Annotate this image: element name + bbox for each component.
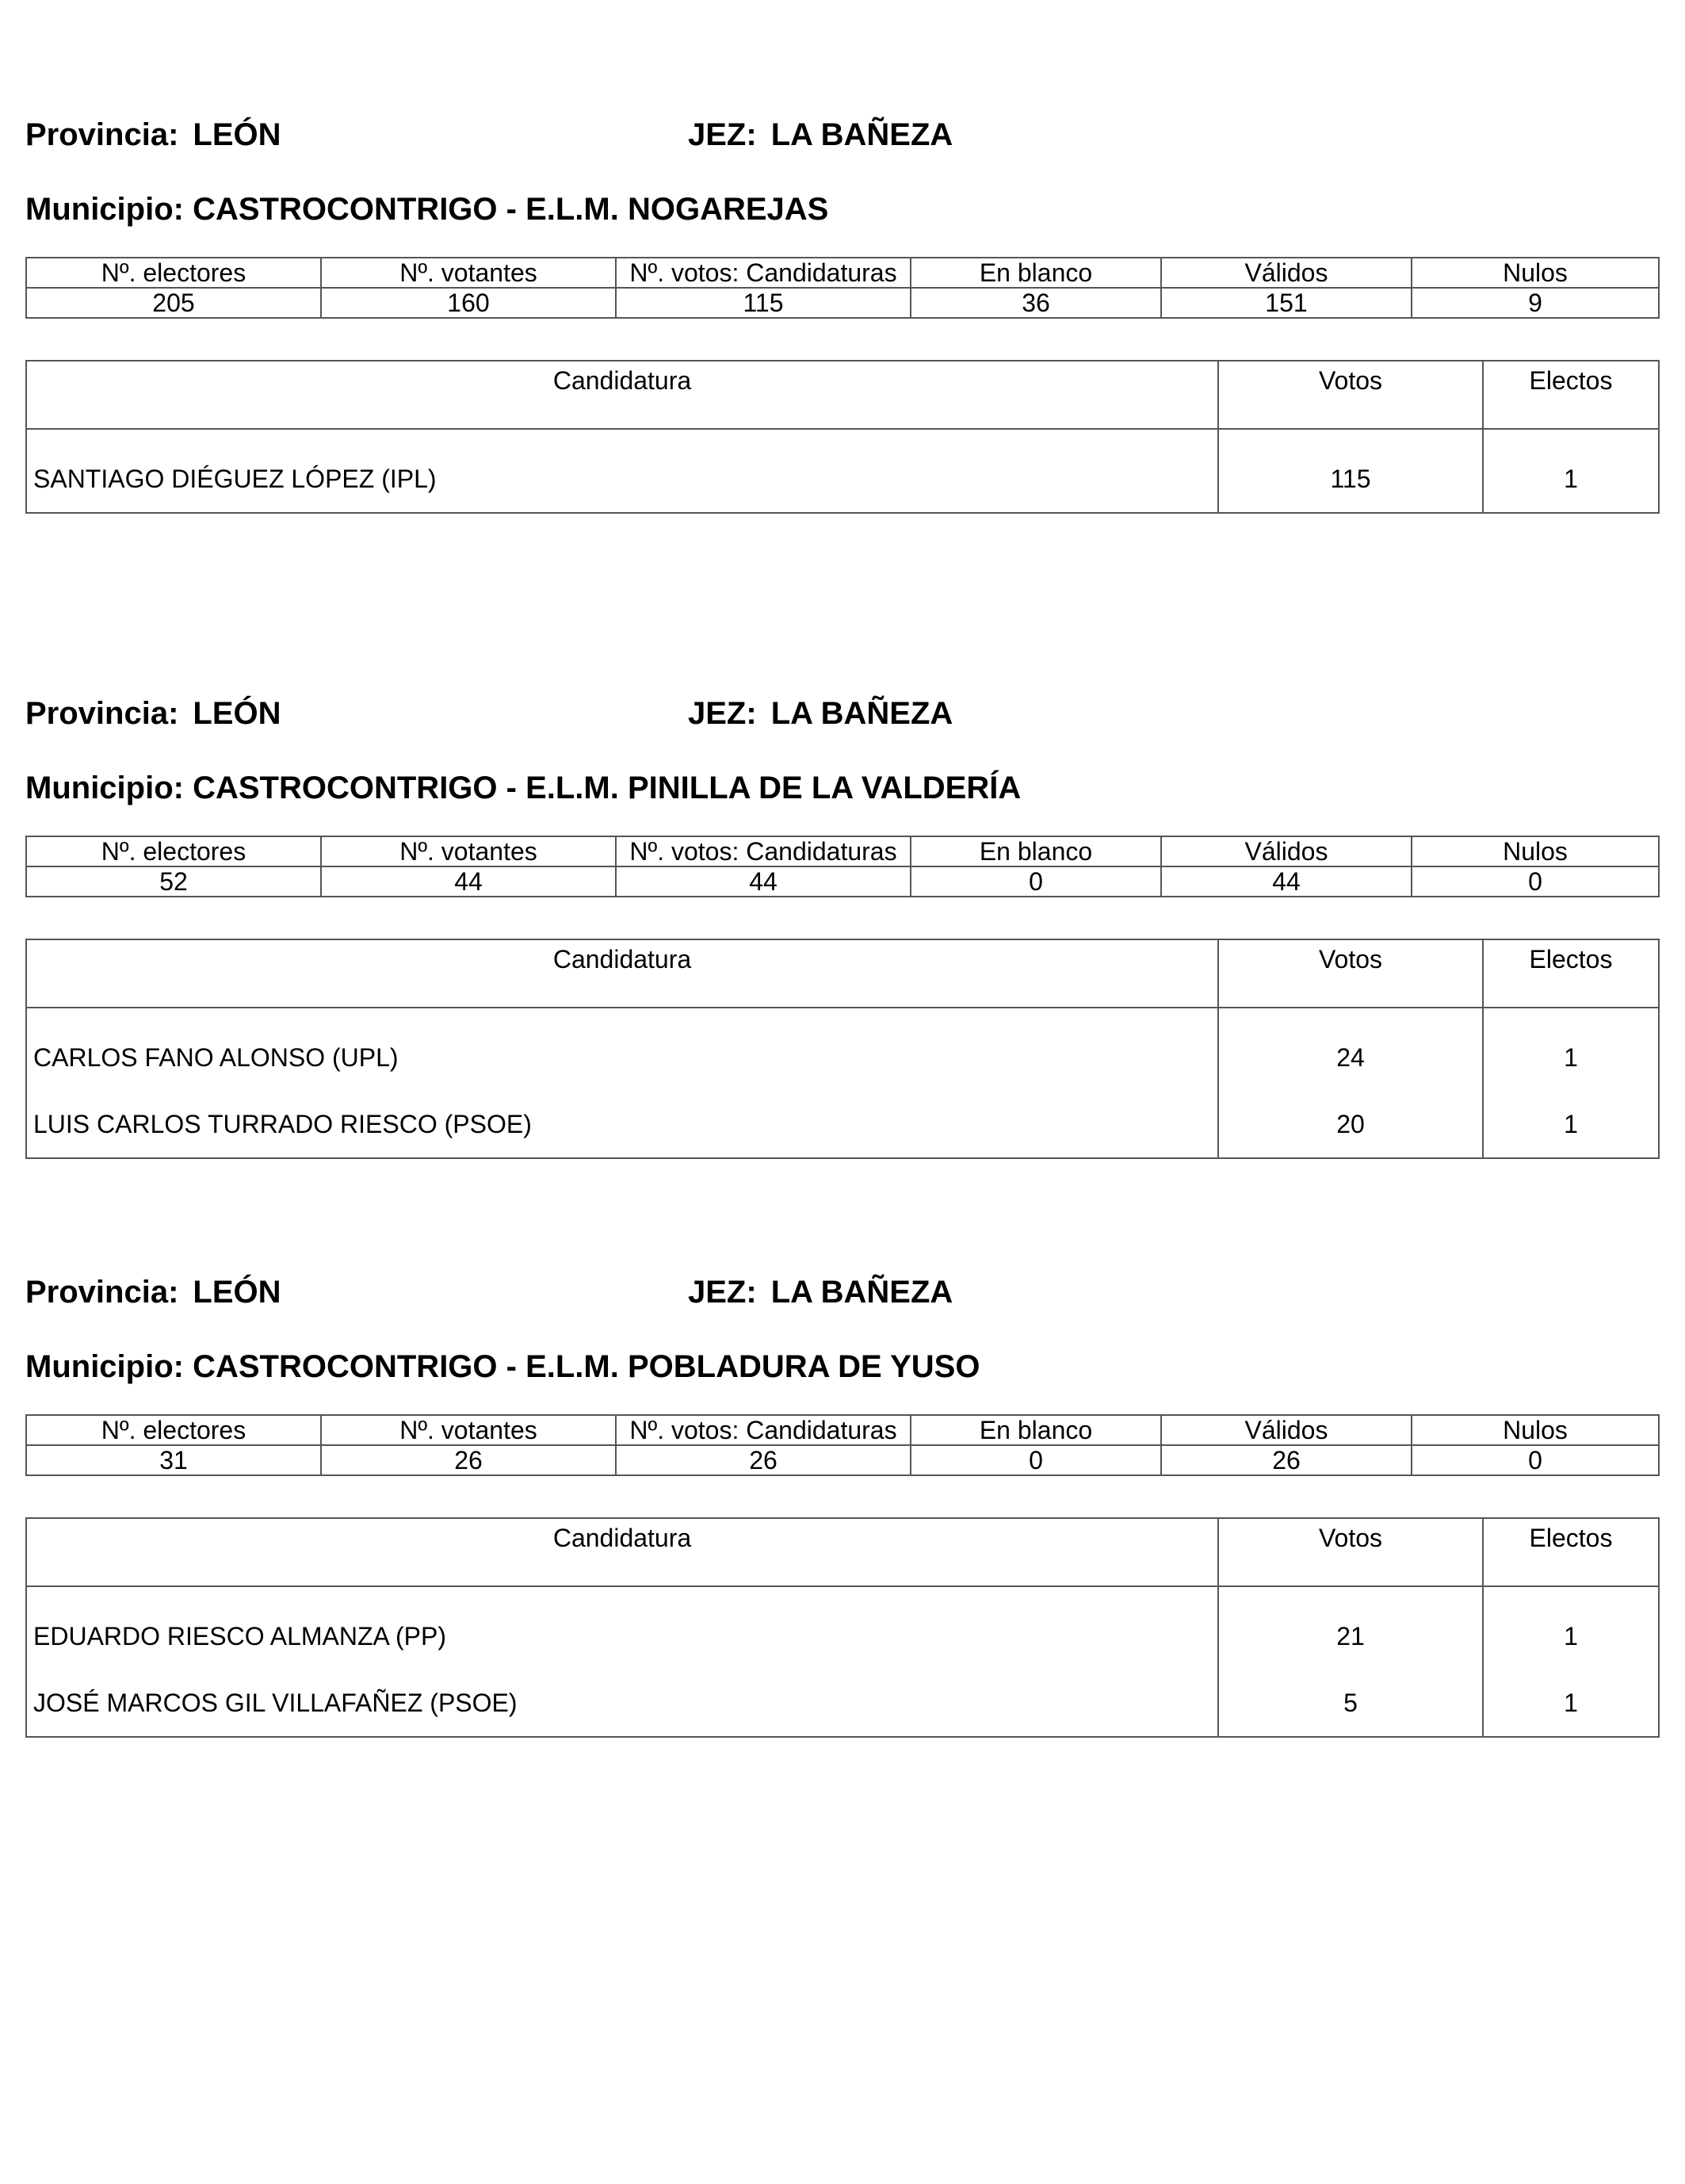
stats-header-en-blanco: En blanco — [911, 258, 1161, 288]
stats-value-votantes: 26 — [321, 1445, 616, 1475]
jez-label: JEZ: — [688, 117, 757, 152]
stats-header-validos: Válidos — [1161, 1415, 1412, 1445]
stats-value-row — [26, 1445, 1659, 1475]
candidates-header-row — [26, 361, 1659, 429]
candidate-name: LUIS CARLOS TURRADO RIESCO (PSOE) — [26, 1091, 1218, 1158]
candidate-votos: 24 — [1218, 1008, 1483, 1091]
stats-value-en-blanco: 0 — [911, 1445, 1161, 1475]
stats-value-votantes: 44 — [321, 866, 616, 897]
stats-header-validos: Válidos — [1161, 258, 1412, 288]
provincia-label: Provincia: — [25, 117, 179, 152]
stats-value-en-blanco: 36 — [911, 288, 1161, 318]
stats-header-votantes: Nº. votantes — [321, 258, 616, 288]
stats-header-candidaturas: Nº. votos: Candidaturas — [616, 1415, 911, 1445]
stats-header-candidaturas: Nº. votos: Candidaturas — [616, 836, 911, 866]
stats-header-nulos: Nulos — [1412, 1415, 1659, 1445]
candidate-votos: 115 — [1218, 429, 1483, 513]
provincia-value: LEÓN — [193, 117, 281, 152]
provincia-heading — [25, 1273, 281, 1311]
provincia-value: LEÓN — [193, 696, 281, 731]
municipio-heading — [25, 769, 1021, 807]
candidate-row — [26, 1008, 1659, 1091]
candidate-electos: 1 — [1483, 1091, 1659, 1158]
votos-header: Votos — [1218, 361, 1483, 429]
stats-header-electores: Nº. electores — [26, 1415, 321, 1445]
stats-value-row — [26, 288, 1659, 318]
stats-header-row — [26, 258, 1659, 288]
stats-header-votantes: Nº. votantes — [321, 836, 616, 866]
candidates-table — [25, 1517, 1660, 1738]
candidate-name: EDUARDO RIESCO ALMANZA (PP) — [26, 1586, 1218, 1670]
jez-value: LA BAÑEZA — [770, 1275, 953, 1310]
municipio-label: Municipio: — [25, 1349, 184, 1384]
candidates-header-row — [26, 1518, 1659, 1586]
provincia-label: Provincia: — [25, 696, 179, 731]
stats-value-nulos: 9 — [1412, 288, 1659, 318]
candidate-row — [26, 1670, 1659, 1737]
stats-header-validos: Válidos — [1161, 836, 1412, 866]
candidate-name: CARLOS FANO ALONSO (UPL) — [26, 1008, 1218, 1091]
stats-value-validos: 151 — [1161, 288, 1412, 318]
municipio-label: Municipio: — [25, 192, 184, 227]
stats-value-electores: 52 — [26, 866, 321, 897]
electos-header: Electos — [1483, 939, 1659, 1008]
electos-header: Electos — [1483, 1518, 1659, 1586]
candidate-name: SANTIAGO DIÉGUEZ LÓPEZ (IPL) — [26, 429, 1218, 513]
municipio-heading — [25, 1348, 980, 1386]
stats-table — [25, 257, 1660, 319]
stats-header-en-blanco: En blanco — [911, 836, 1161, 866]
provincia-label: Provincia: — [25, 1275, 179, 1310]
candidate-votos: 20 — [1218, 1091, 1483, 1158]
stats-value-candidaturas: 44 — [616, 866, 911, 897]
stats-header-nulos: Nulos — [1412, 258, 1659, 288]
stats-value-votantes: 160 — [321, 288, 616, 318]
jez-value: LA BAÑEZA — [770, 696, 953, 731]
jez-value: LA BAÑEZA — [770, 117, 953, 152]
jez-label: JEZ: — [688, 696, 757, 731]
jez-heading — [688, 1273, 953, 1311]
stats-value-electores: 205 — [26, 288, 321, 318]
candidate-electos: 1 — [1483, 429, 1659, 513]
candidate-votos: 21 — [1218, 1586, 1483, 1670]
stats-value-nulos: 0 — [1412, 866, 1659, 897]
municipio-value: CASTROCONTRIGO - E.L.M. PINILLA DE LA VALDERÍA — [193, 771, 1022, 805]
candidates-table — [25, 939, 1660, 1159]
candidate-row — [26, 1586, 1659, 1670]
stats-value-nulos: 0 — [1412, 1445, 1659, 1475]
votos-header: Votos — [1218, 939, 1483, 1008]
stats-header-candidaturas: Nº. votos: Candidaturas — [616, 258, 911, 288]
candidate-electos: 1 — [1483, 1008, 1659, 1091]
candidate-row — [26, 429, 1659, 513]
candidatura-header: Candidatura — [26, 361, 1218, 429]
stats-value-candidaturas: 26 — [616, 1445, 911, 1475]
municipio-label: Municipio: — [25, 771, 184, 805]
municipio-heading — [25, 190, 828, 228]
votos-header: Votos — [1218, 1518, 1483, 1586]
stats-header-electores: Nº. electores — [26, 836, 321, 866]
candidates-header-row — [26, 939, 1659, 1008]
municipio-value: CASTROCONTRIGO - E.L.M. NOGAREJAS — [193, 192, 829, 227]
provincia-heading — [25, 694, 281, 732]
candidates-table — [25, 360, 1660, 514]
provincia-value: LEÓN — [193, 1275, 281, 1310]
provincia-heading — [25, 116, 281, 154]
candidatura-header: Candidatura — [26, 939, 1218, 1008]
candidate-electos: 1 — [1483, 1586, 1659, 1670]
candidate-name: JOSÉ MARCOS GIL VILLAFAÑEZ (PSOE) — [26, 1670, 1218, 1737]
candidate-row — [26, 1091, 1659, 1158]
stats-value-row — [26, 866, 1659, 897]
jez-label: JEZ: — [688, 1275, 757, 1310]
stats-header-nulos: Nulos — [1412, 836, 1659, 866]
jez-heading — [688, 694, 953, 732]
stats-header-votantes: Nº. votantes — [321, 1415, 616, 1445]
stats-value-en-blanco: 0 — [911, 866, 1161, 897]
stats-table — [25, 1414, 1660, 1476]
stats-header-row — [26, 1415, 1659, 1445]
jez-heading — [688, 116, 953, 154]
stats-value-electores: 31 — [26, 1445, 321, 1475]
stats-value-candidaturas: 115 — [616, 288, 911, 318]
stats-header-en-blanco: En blanco — [911, 1415, 1161, 1445]
stats-header-row — [26, 836, 1659, 866]
candidatura-header: Candidatura — [26, 1518, 1218, 1586]
electos-header: Electos — [1483, 361, 1659, 429]
stats-value-validos: 26 — [1161, 1445, 1412, 1475]
stats-value-validos: 44 — [1161, 866, 1412, 897]
stats-table — [25, 836, 1660, 897]
candidate-electos: 1 — [1483, 1670, 1659, 1737]
municipio-value: CASTROCONTRIGO - E.L.M. POBLADURA DE YUSO — [193, 1349, 980, 1384]
candidate-votos: 5 — [1218, 1670, 1483, 1737]
stats-header-electores: Nº. electores — [26, 258, 321, 288]
